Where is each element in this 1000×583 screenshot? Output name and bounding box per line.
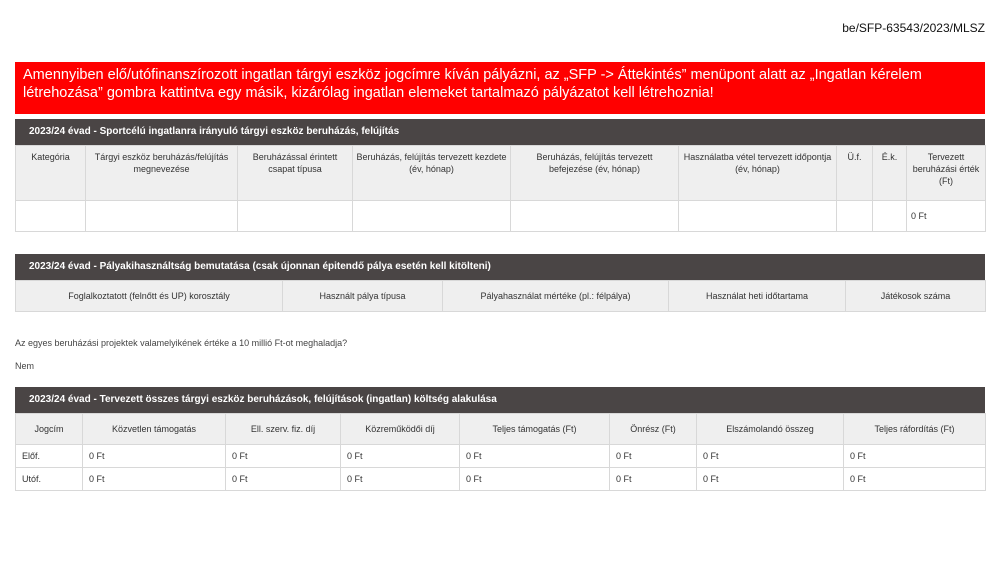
table-cell <box>86 201 238 232</box>
column-header: Ü.f. <box>837 146 873 201</box>
table-cell: 0 Ft <box>610 468 697 491</box>
table-cell <box>873 201 907 232</box>
table-row <box>16 468 986 491</box>
table-cell <box>837 201 873 232</box>
column-header: Ell. szerv. fiz. díj <box>226 414 341 445</box>
table-cell: 0 Ft <box>610 445 697 468</box>
column-header: Elszámolandó összeg <box>697 414 844 445</box>
document-id: be/SFP-63543/2023/MLSZ <box>842 21 985 35</box>
table-cell <box>16 201 86 232</box>
column-header: Közreműködői díj <box>341 414 460 445</box>
table-cell: Előf. <box>16 445 83 468</box>
table-cell: 0 Ft <box>341 468 460 491</box>
table-cell: 0 Ft <box>341 445 460 468</box>
column-header: Jogcím <box>16 414 83 445</box>
section-cost-summary <box>15 387 985 491</box>
column-header: Használatba vétel tervezett időpontja (év, hónap) <box>679 146 837 201</box>
table-cell: 0 Ft <box>226 445 341 468</box>
answer-value: Nem <box>15 361 35 371</box>
table-cell: 0 Ft <box>83 445 226 468</box>
table-row <box>16 201 986 232</box>
column-header: Használt pálya típusa <box>283 281 443 312</box>
column-header: Használat heti időtartama <box>669 281 846 312</box>
column-header: Foglalkoztatott (felnőtt és UP) korosztály <box>16 281 283 312</box>
table-header-row <box>16 146 986 201</box>
table-cell: 0 Ft <box>907 201 986 232</box>
asset-investment-table <box>15 145 986 232</box>
column-header: Teljes támogatás (Ft) <box>460 414 610 445</box>
table-header-row <box>16 414 986 445</box>
column-header: Kategória <box>16 146 86 201</box>
table-cell <box>511 201 679 232</box>
table-cell: 0 Ft <box>697 445 844 468</box>
table-cell: 0 Ft <box>83 468 226 491</box>
column-header: Közvetlen támogatás <box>83 414 226 445</box>
column-header: Pályahasználat mértéke (pl.: félpálya) <box>443 281 669 312</box>
section-title: 2023/24 évad - Tervezett összes tárgyi eszköz beruházások, felújítások (ingatlan) költség alakulása <box>15 387 985 413</box>
section-title: 2023/24 évad - Pályakihasználtság bemutatása (csak újonnan épitendő pálya esetén kell kitölteni) <box>15 254 985 280</box>
table-row <box>16 445 986 468</box>
table-cell <box>238 201 353 232</box>
table-cell: 0 Ft <box>697 468 844 491</box>
table-cell <box>353 201 511 232</box>
column-header: Tárgyi eszköz beruházás/felújítás megnevezése <box>86 146 238 201</box>
column-header: Beruházás, felújítás tervezett kezdete (év, hónap) <box>353 146 511 201</box>
section-title: 2023/24 évad - Sportcélú ingatlanra irányuló tárgyi eszköz beruházás, felújítás <box>15 119 985 145</box>
table-cell: 0 Ft <box>844 468 986 491</box>
warning-banner: Amennyiben elő/utófinanszírozott ingatlan tárgyi eszköz jogcímre kíván pályázni, az „SFP -> Áttekintés” menüpont alatt az „Ingatlan kérelem létrehozása” gombra kattintva egy másik, kizárólag ingatlan elemeket tartalmazó pályázatot kell létrehoznia! <box>15 62 985 114</box>
field-usage-table <box>15 280 986 312</box>
column-header: Beruházás, felújítás tervezett befejezése (év, hónap) <box>511 146 679 201</box>
column-header: É.k. <box>873 146 907 201</box>
table-cell: 0 Ft <box>460 468 610 491</box>
table-cell <box>679 201 837 232</box>
section-asset-investment <box>15 119 985 232</box>
column-header: Játékosok száma <box>846 281 986 312</box>
table-header-row <box>16 281 986 312</box>
column-header: Beruházással érintett csapat típusa <box>238 146 353 201</box>
section-field-usage <box>15 254 985 312</box>
column-header: Teljes ráfordítás (Ft) <box>844 414 986 445</box>
column-header: Önrész (Ft) <box>610 414 697 445</box>
table-cell: 0 Ft <box>226 468 341 491</box>
table-cell: 0 Ft <box>844 445 986 468</box>
table-cell: 0 Ft <box>460 445 610 468</box>
column-header: Tervezett beruházási érték (Ft) <box>907 146 986 201</box>
cost-summary-table <box>15 413 986 491</box>
table-cell: Utóf. <box>16 468 83 491</box>
question-text: Az egyes beruházási projektek valamelyikének értéke a 10 millió Ft-ot meghaladja? <box>15 338 348 348</box>
